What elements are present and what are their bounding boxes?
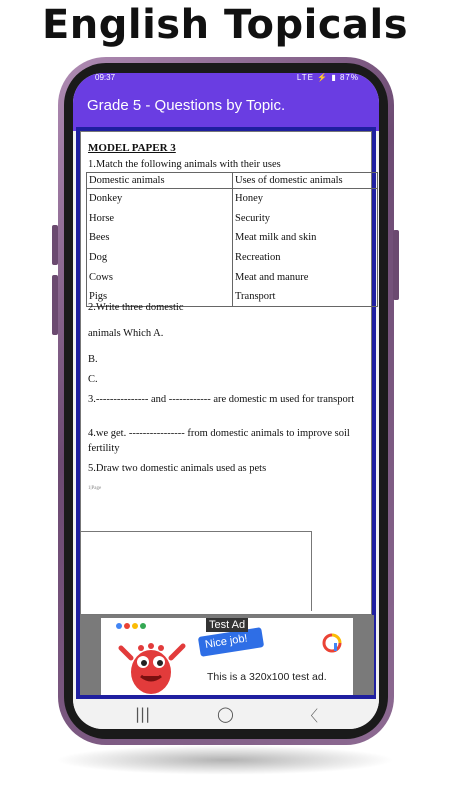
next-page-preview [80,531,312,611]
question-2-b: B. [88,354,98,365]
table-cell-animal: Cows [87,267,233,287]
status-bar [73,73,379,85]
ad-container[interactable] [80,615,374,695]
hero-title: English Topicals [41,2,409,48]
power-button-left [52,275,58,335]
table-header-animals: Domestic animals [87,173,233,189]
question-2-line-2: animals Which A. [88,328,164,339]
match-table [86,172,378,307]
recents-button[interactable]: ||| [135,705,151,723]
table-cell-use: Security [233,208,378,228]
status-time: 09:37 [95,73,116,82]
table-header-row [87,173,378,189]
table-row [87,248,378,268]
paper-heading: MODEL PAPER 3 [88,142,176,154]
table-cell-use: Meat and manure [233,267,378,287]
table-cell-animal: Horse [87,208,233,228]
phone-screen [73,73,379,729]
question-4: 4.we get. ---------------- from domestic animals to improve soil fertility [88,428,350,454]
volume-button [52,225,58,265]
question-1: 1.Match the following animals with their uses [88,159,281,170]
app-bar [73,85,379,131]
table-row [87,228,378,248]
table-cell-use: Transport [233,287,378,307]
status-icons: LTE ⚡ ▮ 87% [296,73,359,82]
test-ad-label: Test Ad [206,618,248,632]
back-button[interactable]: 〈 [303,707,319,725]
question-3: 3.--------------- and ------------ are domestic m used for transport [88,394,355,405]
table-row [87,208,378,228]
app-title: Grade 5 - Questions by Topic. [87,97,286,114]
ad-nice-job-tag: Nice job! [198,627,264,657]
document-viewer[interactable] [76,127,376,699]
table-cell-animal: Dog [87,248,233,268]
question-5: 5.Draw two domestic animals used as pets [88,463,267,474]
question-2-line-1: 2.Write three domestic [88,302,184,313]
home-button[interactable]: ◯ [217,705,234,723]
table-cell-use: Honey [233,189,378,209]
ad-mascot-icon [107,618,197,695]
ad-text: This is a 320x100 test ad. [207,671,327,683]
android-nav-bar [73,699,379,729]
power-button-right [393,230,399,300]
table-row [87,189,378,209]
table-row [87,267,378,287]
question-2-c: C. [88,374,98,385]
table-header-uses: Uses of domestic animals [233,173,378,189]
admob-logo-icon [322,633,342,653]
ad-banner[interactable] [101,618,353,695]
page-footer: 1|Page [88,486,102,491]
table-cell-use: Recreation [233,248,378,268]
table-cell-animal: Bees [87,228,233,248]
table-cell-animal: Pigs [87,287,233,307]
table-cell-animal: Donkey [87,189,233,209]
phone-shadow [55,745,395,775]
table-cell-use: Meat milk and skin [233,228,378,248]
